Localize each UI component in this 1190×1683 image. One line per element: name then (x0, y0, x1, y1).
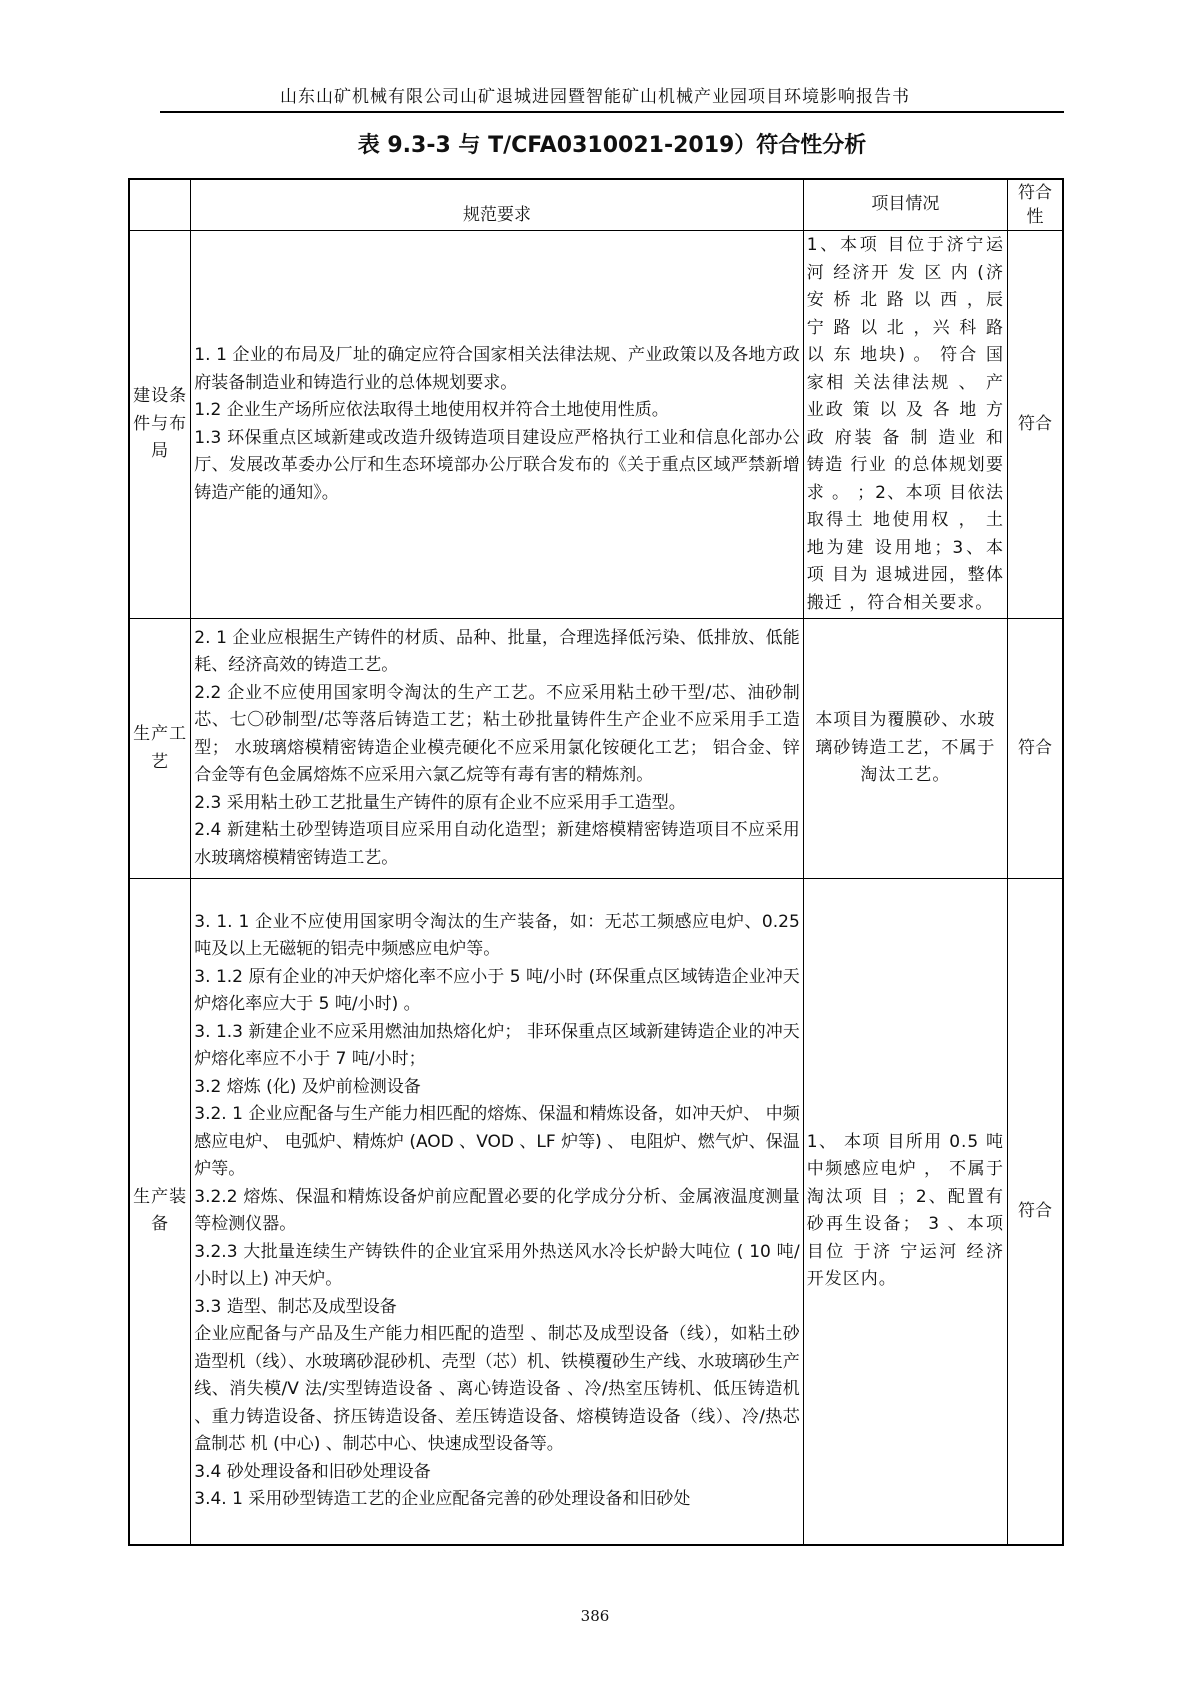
row-result: 符合 (1007, 619, 1063, 879)
requirement-item: 2.2 企业不应使用国家明令淘汰的生产工艺。不应采用粘土砂干型/芯、油砂制芯、七〇砂制型/芯等落后铸造工艺；粘土砂批量铸件生产企业不应采用手工造型； 水玻璃熔模精密铸造企业模壳硬化不应采用氯化铵硬化工艺； 铝合金、锌合金等有色金属熔炼不应采用六氯乙烷等有毒有害的精炼剂。 (194, 682, 800, 786)
row-requirements (191, 231, 804, 619)
row-project: 1、 本项 目所用 0.5 吨中频感应电炉 ， 不属于淘汰项 目 ；2、配置有砂再生设备； 3 、本项 目位 于济 宁运河 经济开发区内。 (803, 879, 1007, 1545)
table-row (129, 231, 1063, 619)
requirement-item: 3.2 熔炼 (化) 及炉前检测设备 (194, 1076, 421, 1097)
requirement-item: 企业应配备与产品及生产能力相匹配的造型 、制芯及成型设备（线），如粘土砂造型机（线）、水玻璃砂混砂机、壳型（芯）机、铁模覆砂生产线、水玻璃砂生产线、消失模/V 法/实型铸造设备 、离心铸造设备 、冷/热室压铸机、低压铸造机 、重力铸造设备、挤压铸造设备、差压铸造设备、熔模铸造设备（线）、冷/热芯盒制芯 机 (中心) 、制芯中心、快速成型设备等。 (194, 1324, 800, 1455)
requirement-item: 3. 1. 1 企业不应使用国家明令淘汰的生产装备，如：无芯工频感应电炉、0.25 吨及以上无磁轭的铝壳中频感应电炉等。 (194, 911, 800, 960)
requirement-item: 2. 1 企业应根据生产铸件的材质、品种、批量，合理选择低污染、低排放、低能耗、经济高效的铸造工艺。 (194, 627, 800, 676)
row-project: 本项目为覆膜砂、水玻璃砂铸造工艺，不属于淘汰工艺。 (803, 619, 1007, 879)
requirement-item: 3.4 砂处理设备和旧砂处理设备 (194, 1461, 431, 1482)
requirement-item: 3.2. 1 企业应配备与生产能力相匹配的熔炼、保温和精炼设备，如冲天炉、 中频感应电炉、 电弧炉、精炼炉 (AOD 、VOD 、LF 炉等) 、 电阻炉、燃气炉、保温炉等。 (194, 1104, 800, 1180)
compliance-table (128, 178, 1064, 1546)
requirement-item: 3.4. 1 采用砂型铸造工艺的企业应配备完善的砂处理设备和旧砂处 (194, 1489, 691, 1510)
row-project: 1、本项 目位于济宁运河 经济开 发 区 内 (济安 桥 北 路 以 西 ，辰 宁 路 以 北 ，兴 科 路 以 东 地块) 。 符合 国家相 关法律法规 、 产业政 策 以 及 各 地 方 政 府装 备 制 造业 和 铸造 行业 的总体规划要求 。 ；2、本项 目依法取得土 地使用权 ， 土地为建 设用地；3、本项 目为 退城进园，整体搬迁 ，符合相关要求。 (803, 231, 1007, 619)
header-project: 项目情况 (803, 179, 1007, 231)
requirement-item: 2.3 采用粘土砂工艺批量生产铸件的原有企业不应采用手工造型。 (194, 792, 686, 813)
requirement-item: 3. 1.2 原有企业的冲天炉熔化率不应小于 5 吨/小时 (环保重点区域铸造企业冲天炉熔化率应大于 5 吨/小时) 。 (194, 966, 800, 1015)
header-result: 符合性 (1007, 179, 1063, 231)
row-result: 符合 (1007, 879, 1063, 1545)
requirement-item: 3.2.2 熔炼、保温和精炼设备炉前应配置必要的化学成分分析、金属液温度测量等检测仪器。 (194, 1186, 800, 1235)
row-category: 建设条件与布局 (129, 231, 191, 619)
row-result: 符合 (1007, 231, 1063, 619)
header-blank-cell (129, 179, 191, 231)
table-row (129, 619, 1063, 879)
requirement-item: 3.3 造型、制芯及成型设备 (194, 1296, 397, 1317)
header-requirement: 规范要求 (191, 179, 804, 231)
requirement-item: 1.2 企业生产场所应依法取得土地使用权并符合土地使用性质。 (194, 400, 669, 420)
table-title: 表 9.3-3 与 T/CFA0310021-2019）符合性分析 (357, 133, 867, 158)
table-row (129, 879, 1063, 1545)
row-category: 生产装备 (129, 879, 191, 1545)
requirement-item: 2.4 新建粘土砂型铸造项目应采用自动化造型；新建熔模精密铸造项目不应采用水玻璃熔模精密铸造工艺。 (194, 820, 800, 868)
row-requirements (191, 619, 804, 879)
row-category: 生产工艺 (129, 619, 191, 879)
header-rule (160, 111, 1064, 113)
requirement-item: 3.2.3 大批量连续生产铸铁件的企业宜采用外热送风水冷长炉龄大吨位 ( 10 吨/小时以上) 冲天炉。 (194, 1241, 800, 1290)
requirement-item: 1.3 环保重点区域新建或改造升级铸造项目建设应严格执行工业和信息化部办公厅、发展改革委办公厅和生态环境部办公厅联合发布的《关于重点区域严禁新增铸造产能的通知》。 (194, 427, 800, 503)
row-requirements (191, 879, 804, 1545)
report-header-title: 山东山矿机械有限公司山矿退城进园暨智能矿山机械产业园项目环境影响报告书 (280, 87, 910, 107)
table-header-row (129, 179, 1063, 231)
requirement-item: 3. 1.3 新建企业不应采用燃油加热熔化炉； 非环保重点区域新建铸造企业的冲天炉熔化率应不小于 7 吨/小时； (194, 1021, 800, 1070)
requirement-item: 1. 1 企业的布局及厂址的确定应符合国家相关法律法规、产业政策以及各地方政府装备制造业和铸造行业的总体规划要求。 (194, 345, 800, 393)
page-number: 386 (580, 1607, 610, 1625)
